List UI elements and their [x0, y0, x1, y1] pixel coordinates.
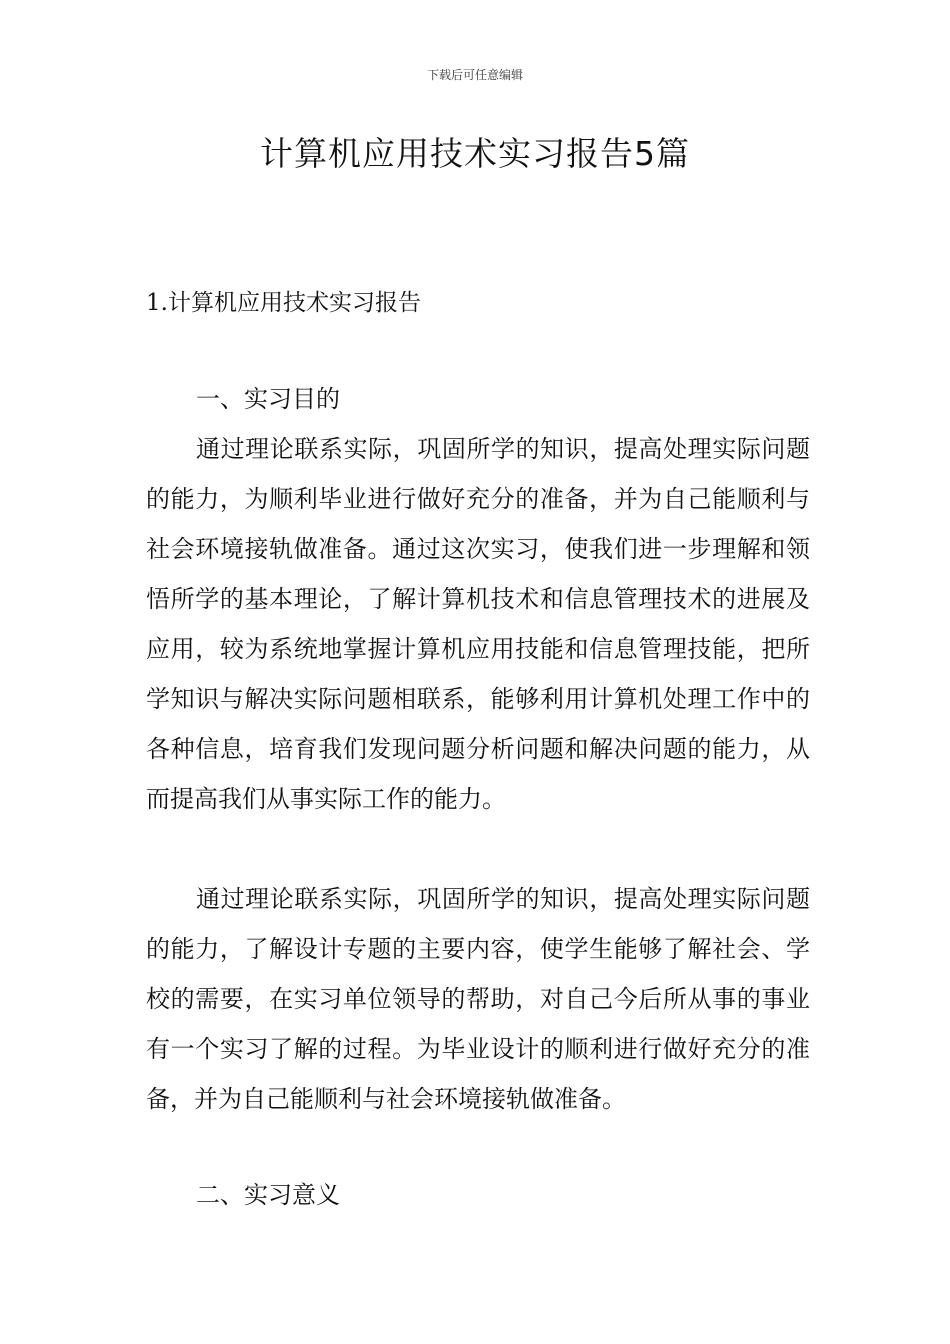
paragraph-text: 通过理论联系实际，巩固所学的知识，提高处理实际问题的能力，为顺利毕业进行做好充分的准备，并为自己能顺利与社会环境接轨做准备。通过这次实习，使我们进一步理解和领悟所学的基本理论，了解计算机技术和信息管理技术的进展及应用，较为系统地掌握计算机应用技能和信息管理技能，把所学知识与解决实际问题相联系，能够利用计算机处理工作中的各种信息，培育我们发现问题分析问题和解决问题的能力，从而提高我们从事实际工作的能力。 — [146, 435, 810, 813]
paragraph-1 — [146, 424, 810, 824]
paragraph-text: 通过理论联系实际，巩固所学的知识，提高处理实际问题的能力，了解设计专题的主要内容，使学生能够了解社会、学校的需要，在实习单位领导的帮助，对自己今后所从事的事业有一个实习了解的过程。为毕业设计的顺利进行做好充分的准备，并为自己能顺利与社会环境接轨做准备。 — [146, 885, 810, 1113]
section-title: 1.计算机应用技术实习报告 — [146, 290, 421, 316]
header-note: 下载后可任意编辑 — [426, 68, 523, 82]
document-title: 计算机应用技术实习报告5篇 — [260, 134, 690, 173]
heading-internship-significance: 二、实习意义 — [196, 1181, 340, 1209]
paragraph-2 — [146, 874, 810, 1124]
heading-internship-purpose: 一、实习目的 — [196, 385, 340, 413]
